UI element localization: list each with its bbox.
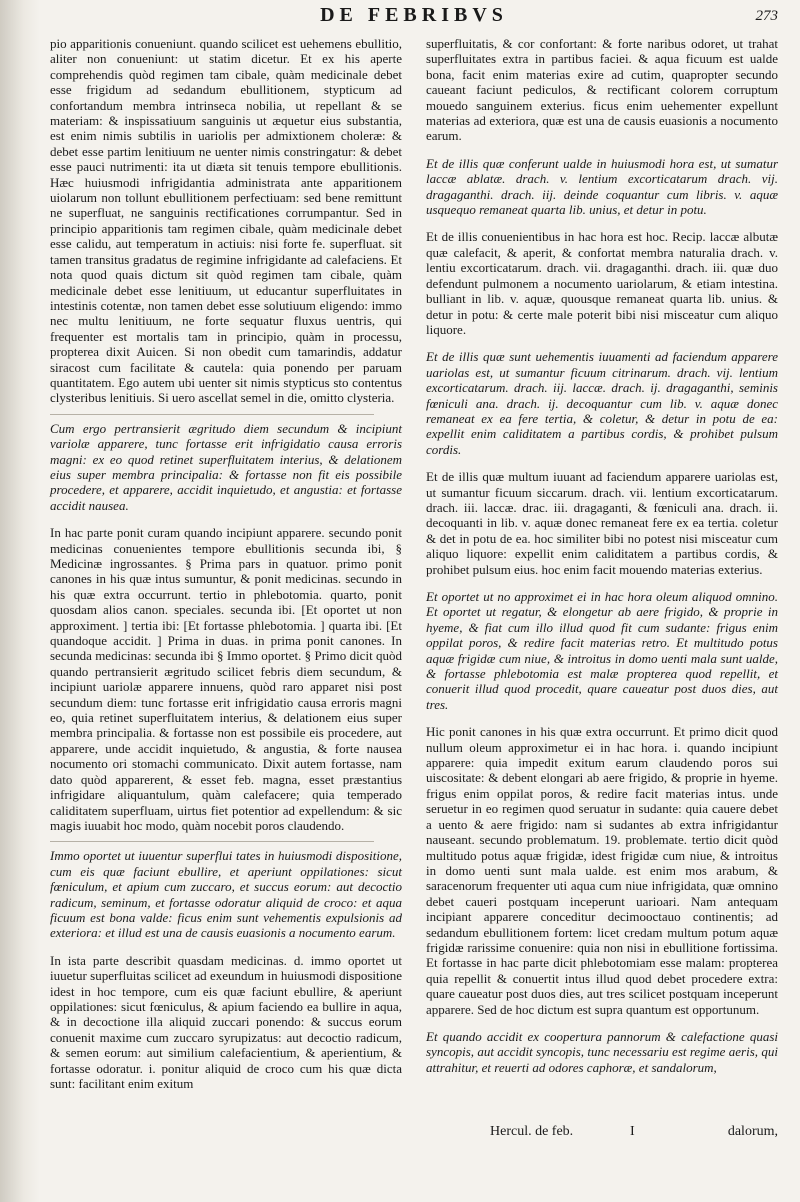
page-title: DE FEBRIBVS xyxy=(320,4,508,26)
commentary-paragraph: Et de illis conuenientibus in hac hora est hoc. Recip. laccæ albutæ quæ calefacit, & aperit, & confortat membra naturalia drach. v. lentiu excorticatarum. drach. vii. dragaganthi. drach. iii. quæ duo defendunt pulmonem a nocumento uariolarum, & etiam intestina. bulliant in lib. v. aquæ, quousque remaneat quarta lib. unius. & detur in potu: & certe male poterit bibi nisi misceatur cum aliquo liquore. xyxy=(426,229,778,337)
catchword: dalorum, xyxy=(727,1124,778,1139)
signature-mark: I xyxy=(630,1124,635,1139)
text-quotation: Et de illis quæ conferunt ualde in huiusmodi hora est, ut sumatur laccæ ablatæ. drach. v. lentium excorticatarum drach. vij. dragaganthi. drach. iij. deinde coquantur cum libris. v. aquæ usquequo remaneat quarta lib. unius, et detur in potu. xyxy=(426,155,778,218)
commentary-paragraph: pio apparitionis conueniunt. quando scilicet est uehemens ebullitio, aliter non conueniunt: ut statim dicetur. Et ex his aperte comprehendis quòd regimen tam cibale, quàm medicinale debet esse frigidum ad sedandum ebullitionem, stypticum ad confortandum membra intrinseca nobilia, ut repellant & se materiam: & inspissatiuum sanguinis ut æquetur eius substantia, est enim nimis subtilis in uariolis per admixtionem choleræ: & debet esse partim lenitiuum ne uenter nimis constringatur: & debet esse pauci nutrimenti: ita ut diæta sit tenuis tempore ebullitionis. Hæc huiusmodi infrigidantia administrata ante apparitionem uiolarum non tollunt ebullitionem perfectiuam: sed bene remittunt ne superfluat, ne sanguinis rectificationes corrumpantur. Sed in principio apparitionis tam regimen cibale, quàm medicinale debet esse calidu, aut temperatum in actiuis: nisi forte fe. superfluat. sit tamen transitus gradatus de regimine infrigidante ad calefaciens. Et nota quod quais dictum sit quòd regimen tam cibale, quàm medicinale debet esse lenitiuum, ut educantur superfluitates in intestinis cotentæ, non tamen debet esse solutiuum eligendo: immo nec multu lenitiuum, ne forte sequatur fluxus uentris, qui frequenter est mortalis tam in principio, quàm in processu, propterea dixit Auicen. Si non obedit cum tamarindis, addatur siracost cum facilitate & cautela: quia ponendo per paruam quantitatem. Ego autem ubi uenter sit nimis stypticus sto contentus clysteribus lenitiuis. Si uero ascellat semel in die, omitto clysteria. xyxy=(50,36,402,406)
commentary-paragraph: superfluitatis, & cor confortant: & forte naribus odoret, ut trahat superfluitates extra in partibus faciei. & aqua ficuum est ualde bona, facit enim materias exire ad cutim, quapropter secundo caueant faciunt pediculos, & rectificant colorem corruptum mouedo sanguinem exterius. ficus enim uehementer expellunt materias ad exteriora, quæ est una de causis euasionis a nocumento earum. xyxy=(426,36,778,144)
text-quotation: Et quando accidit ex coopertura pannorum & calefactione quasi syncopis, aut accidit syncopis, tunc necessariu est regime aeris, qui attrahitur, et reuerti ad odores caphoræ, et sandalorum, xyxy=(426,1028,778,1075)
gutter-shadow xyxy=(0,0,40,1202)
commentary-paragraph: Hic ponit canones in his quæ extra occurrunt. Et primo dicit quod nullum oleum approximetur ei in hac hora. i. quando incipiunt apparere: quia impedit exitum earum claudendo poros sui uiscositate: & debent elongari ab aere frigido, & proprie in hyeme. frigus enim oppilat poros, & redire facit materias intus. unde seruetur in eo regimen quod seruatur in sudante: quia cauere debet a uento & aere frigido: nam si sudantes ab extra infrigidantur nauseant. secundo problematum. 19. problemate. tertio dicit quòd multitudo potus aquæ frigidæ, idest frigidæ cum niue, & introitus in domo uenti sunt mala ualde. est enim mos arabum, & saracenorum frequenter uti aqua cum niue infrigidata, quæ omnino debet caueri postquam inceperunt uarioari. Nam antequam incipiant apparere conceditur decimooctauo continentis; ad sedandum ebullitionem fortem: licet credam multum potum aquæ frigidæ rarissime conuenire: quia non nisi in ebullitione fortissima. Et fortasse in hac parte dicit phlebotomiam esse malam: propterea quia repellit & conuertit intus illud quod debet procedere extra: quare caueatur post duos dies, aut tres scilicet postquam inceperunt apparere. Sed de hoc dictum est supra quantum est opportunum. xyxy=(426,724,778,1017)
divider xyxy=(50,841,374,842)
text-quotation: Immo oportet ut iuuentur superflui tates in huiusmodi dispositione, cum eis quæ faciunt ebullire, et aperiunt oppilationes: sicut fœniculum, et apium cum zuccaro, et succus eorum: aut decoctio radicum, seminum, et fortasse odoratur aliquid de croco: et aqua ficuum est bona valde: ficus enim sunt vehementis expulsionis ad exteriora: et illud est una de causis euasionis a nocumento earum. xyxy=(50,848,402,941)
page-footer xyxy=(50,1124,778,1144)
text-quotation: Cum ergo pertransierit ægritudo diem secundum & incipiunt variolæ apparere, tunc fortasse erit infrigidatio causa erroris magni: ex eo quod retinet superfluitatem interius, & delationem eius super membra principalia: & fortasse non fit eis possibile procedere, et apparere, accidit inquietudo, et angustia: et fortasse accidit nausea. xyxy=(50,420,402,513)
right-column xyxy=(426,36,778,1091)
commentary-paragraph: In ista parte describit quasdam medicinas. d. immo oportet ut iuuetur superfluitas scilicet ad exeundum in huiusmodi dispositione idest in hoc tempore, cum eis quæ faciunt ebullire, & aperiunt oppilationes: sicut fœniculus, & apium faciendo ea bullire in aqua, & in decoctione illa aliquid zuccari ponendo: & succus eorum conuenit maxime cum zuccaro syrupizatus: aut decoctio radicum, & semen eorum: aut similium calefacientium, & aperientium, & fortasse odoratur. i. ponitur aliquid de croco cum his quæ dicta sunt: facilitant enim exitum xyxy=(50,952,402,1091)
text-quotation: Et de illis quæ sunt uehementis iuuamenti ad faciendum apparere uariolas est, ut sumantur ficuum citrinarum. drach. vij. lentium excorticatarum. drach. iij. laccæ. drach. ij. dragaganthi, seminis fœniculi ana. drach. ij. decoquantur cum lib. v. aquæ donec remaneat ex ea fere tertia, & coletur, & detur in potu de ea: expellit enim caliditatem a partibus cordis, & prohibet pulsum cordis. xyxy=(426,349,778,457)
footer-book-title: Hercul. de feb. xyxy=(490,1124,574,1139)
left-column xyxy=(50,36,402,1091)
text-quotation: Et oportet ut no approximet ei in hac hora oleum aliquod omnino. Et oportet ut regatur, & elongetur ab aere frigido, & proprie in hyeme, & fiat cum illo illud quod fit cum sudante: frigus enim oppilat poros, & redire facit materias retro. Et multitudo potus aquæ frigidæ cum niue, & introitus in domo uenti mala sunt ualde, & fortasse phlebotomia est malæ propterea quod repellit, et conuerit illud quod procedit, quare caueatur post duos dies, aut tres. xyxy=(426,589,778,712)
running-head xyxy=(50,0,778,36)
divider xyxy=(50,414,374,415)
text-columns xyxy=(50,36,778,1091)
commentary-paragraph: Et de illis quæ multum iuuant ad faciendum apparere uariolas est, ut sumantur ficuum siccarum. drach. vii. lentium excorticatarum. drach. iii. laccæ. drac. iii. dragaganti, & fœniculi ana. drach. ii. decoquanti in lib. v. aquæ donec remaneat fere ex ea tertia. coletur & det in potu de ea. hoc similiter bibi no potest nisi misceatur cum aliquo liquore: expellit enim caliditatem a partibus cordis, & prohibet pulsum eius. hoc enim facit mouendo materias exterius. xyxy=(426,469,778,577)
folio-number: 273 xyxy=(755,8,778,24)
commentary-paragraph: In hac parte ponit curam quando incipiunt apparere. secundo ponit medicinas conuenientes tempore ebullitionis secunda ibi, § Medicinæ ingrossantes. § Prima pars in quatuor. primo ponit canones in his quæ intus sumuntur, & ponit medicinas. secundo in his quæ extra occurrunt. tertio in phlebotomia. quarto, ponit quosdam alios canon. speciales. secunda ibi. [Et oportet ut non approximent. ] tertia ibi: [Et fortasse phlebotomia. ] quarta ibi. [Et quandoque accidit. ] Prima in duas. in prima ponit canones. In secunda medicinas: secunda ibi § Immo oportet. § Primo dicit quòd quando pertransierit ægritudo scilicet febris diem secundum, & incipiunt uariolæ apparere innuens, quòd raro apparet nisi post secundum diem: tunc fortasse erit infrigidatio causa erroris magni eo, quia retinet superfluitatem interius, & delationem eius super membra principalia. & fortasse non est possibile eis procedere, aut apparere, unde accidit inquietudo, & angustia, & forte nausea nocumento ori stomachi communicato. Dixit autem fortasse, nam dato quòd apparerent, & esset feb. magna, esset præstantius infrigidare aliquantulum, quàm calefacere; quia temperado caliditatem superfluam, uirtus fiet potentior ad expellendum: & sic magis iuuabit hoc modo, quàm nocebit poros claudendo. xyxy=(50,525,402,833)
